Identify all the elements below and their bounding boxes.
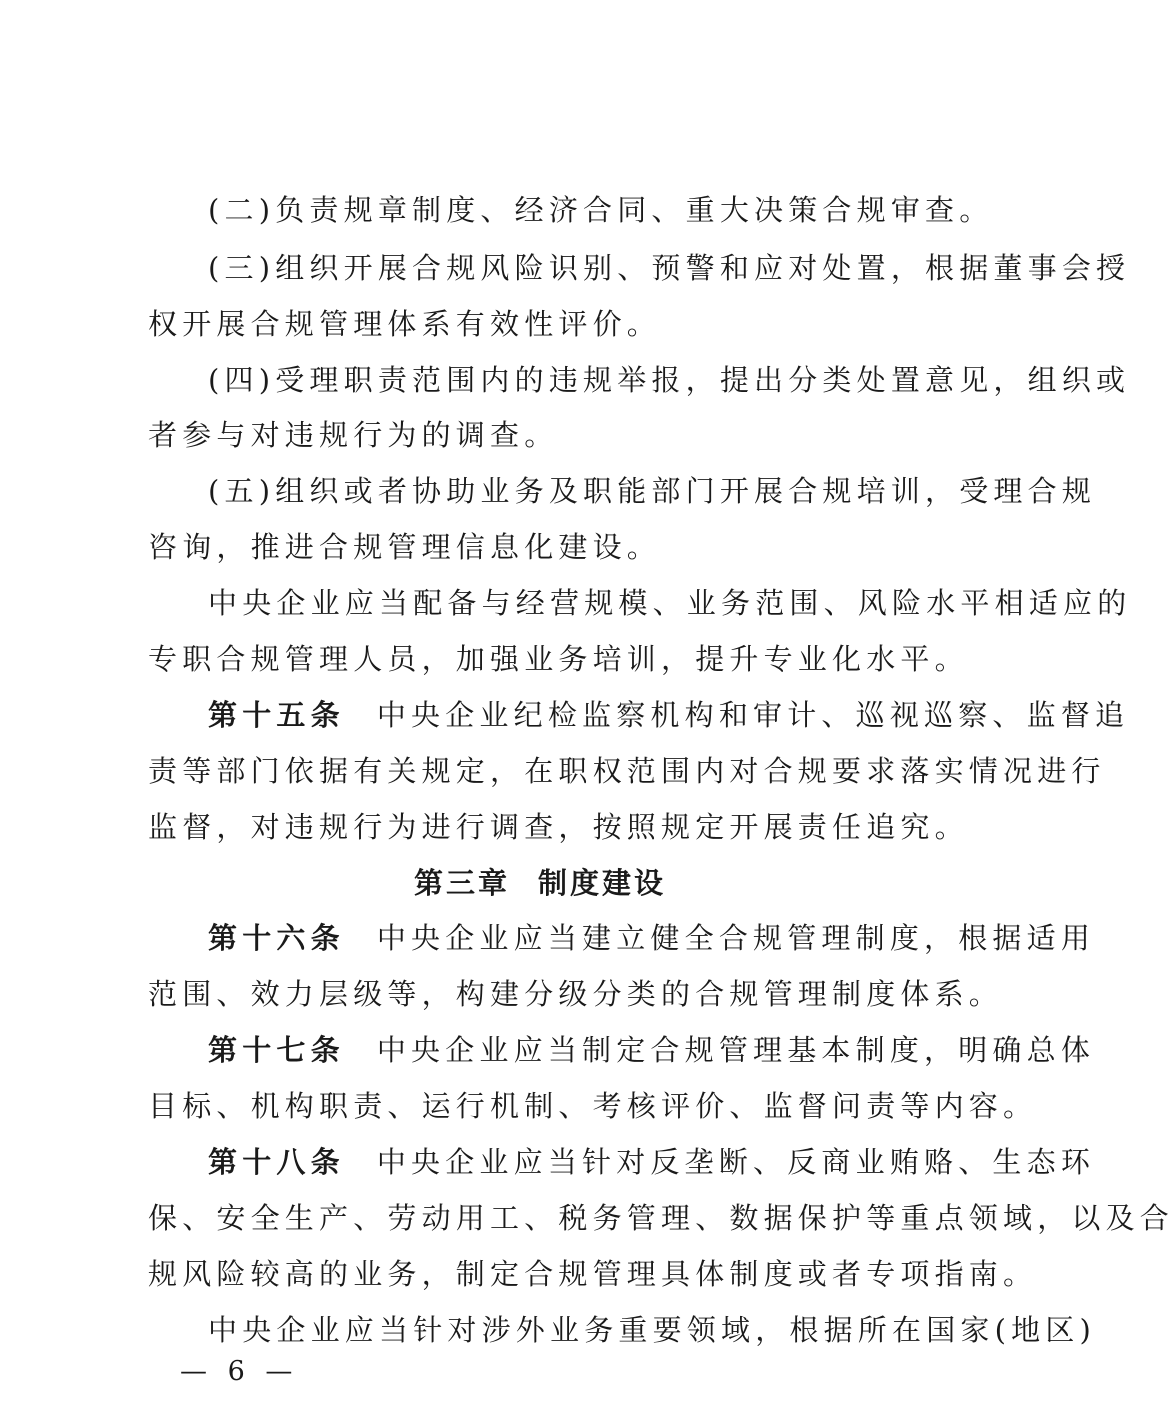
article-16-label: 第十六条 (208, 921, 345, 955)
article-17-line (208, 1030, 1096, 1070)
article-15-text: 中央企业纪检监察机构和审计、巡视巡察、监督追 (376, 698, 1130, 732)
article-17-text: 中央企业应当制定合规管理基本制度，明确总体 (376, 1033, 1096, 1067)
article-15-line (208, 695, 1130, 735)
paragraph-line: 目标、机构职责、运行机制、考核评价、监督问责等内容。 (148, 1089, 1038, 1123)
article-18-label: 第十八条 (208, 1145, 345, 1179)
paragraph-line: 保、安全生产、劳动用工、税务管理、数据保护等重点领域，以及合 (148, 1201, 1174, 1235)
chapter-heading (0, 863, 1080, 903)
article-18-line (208, 1142, 1096, 1182)
paragraph-line: (二)负责规章制度、经济合同、重大决策合规审查。 (208, 193, 994, 227)
paragraph-line: 权开展合规管理体系有效性评价。 (148, 307, 662, 341)
paragraph-line: 者参与对违规行为的调查。 (148, 418, 559, 452)
page-number: — 6 — (180, 1356, 299, 1387)
paragraph-line: 中央企业应当针对涉外业务重要领域，根据所在国家(地区) (208, 1313, 1097, 1347)
paragraph-line: 规风险较高的业务，制定合规管理具体制度或者专项指南。 (148, 1257, 1038, 1291)
paragraph-line: (五)组织或者协助业务及职能部门开展合规培训，受理合规 (208, 474, 1097, 508)
article-17-label: 第十七条 (208, 1033, 345, 1067)
article-16-text: 中央企业应当建立健全合规管理制度，根据适用 (376, 921, 1096, 955)
paragraph-line: (三)组织开展合规风险识别、预警和应对处置，根据董事会授 (208, 251, 1131, 285)
article-16-line (208, 918, 1096, 958)
article-18-text: 中央企业应当针对反垄断、反商业贿赂、生态环 (376, 1145, 1096, 1179)
paragraph-line: 范围、效力层级等，构建分级分类的合规管理制度体系。 (148, 977, 1004, 1011)
paragraph-line: 中央企业应当配备与经营规模、业务范围、风险水平相适应的 (208, 586, 1132, 620)
chapter-number: 第三章 (413, 866, 510, 900)
paragraph-line: 监督，对违规行为进行调查，按照规定开展责任追究。 (148, 810, 969, 844)
paragraph-line: (四)受理职责范围内的违规举报，提出分类处置意见，组织或 (208, 363, 1131, 397)
article-15-label: 第十五条 (208, 698, 345, 732)
paragraph-line: 咨询，推进合规管理信息化建设。 (148, 530, 662, 564)
paragraph-line: 专职合规管理人员，加强业务培训，提升专业化水平。 (148, 642, 969, 676)
chapter-title: 制度建设 (538, 866, 667, 900)
paragraph-line: 责等部门依据有关规定，在职权范围内对合规要求落实情况进行 (148, 754, 1106, 788)
